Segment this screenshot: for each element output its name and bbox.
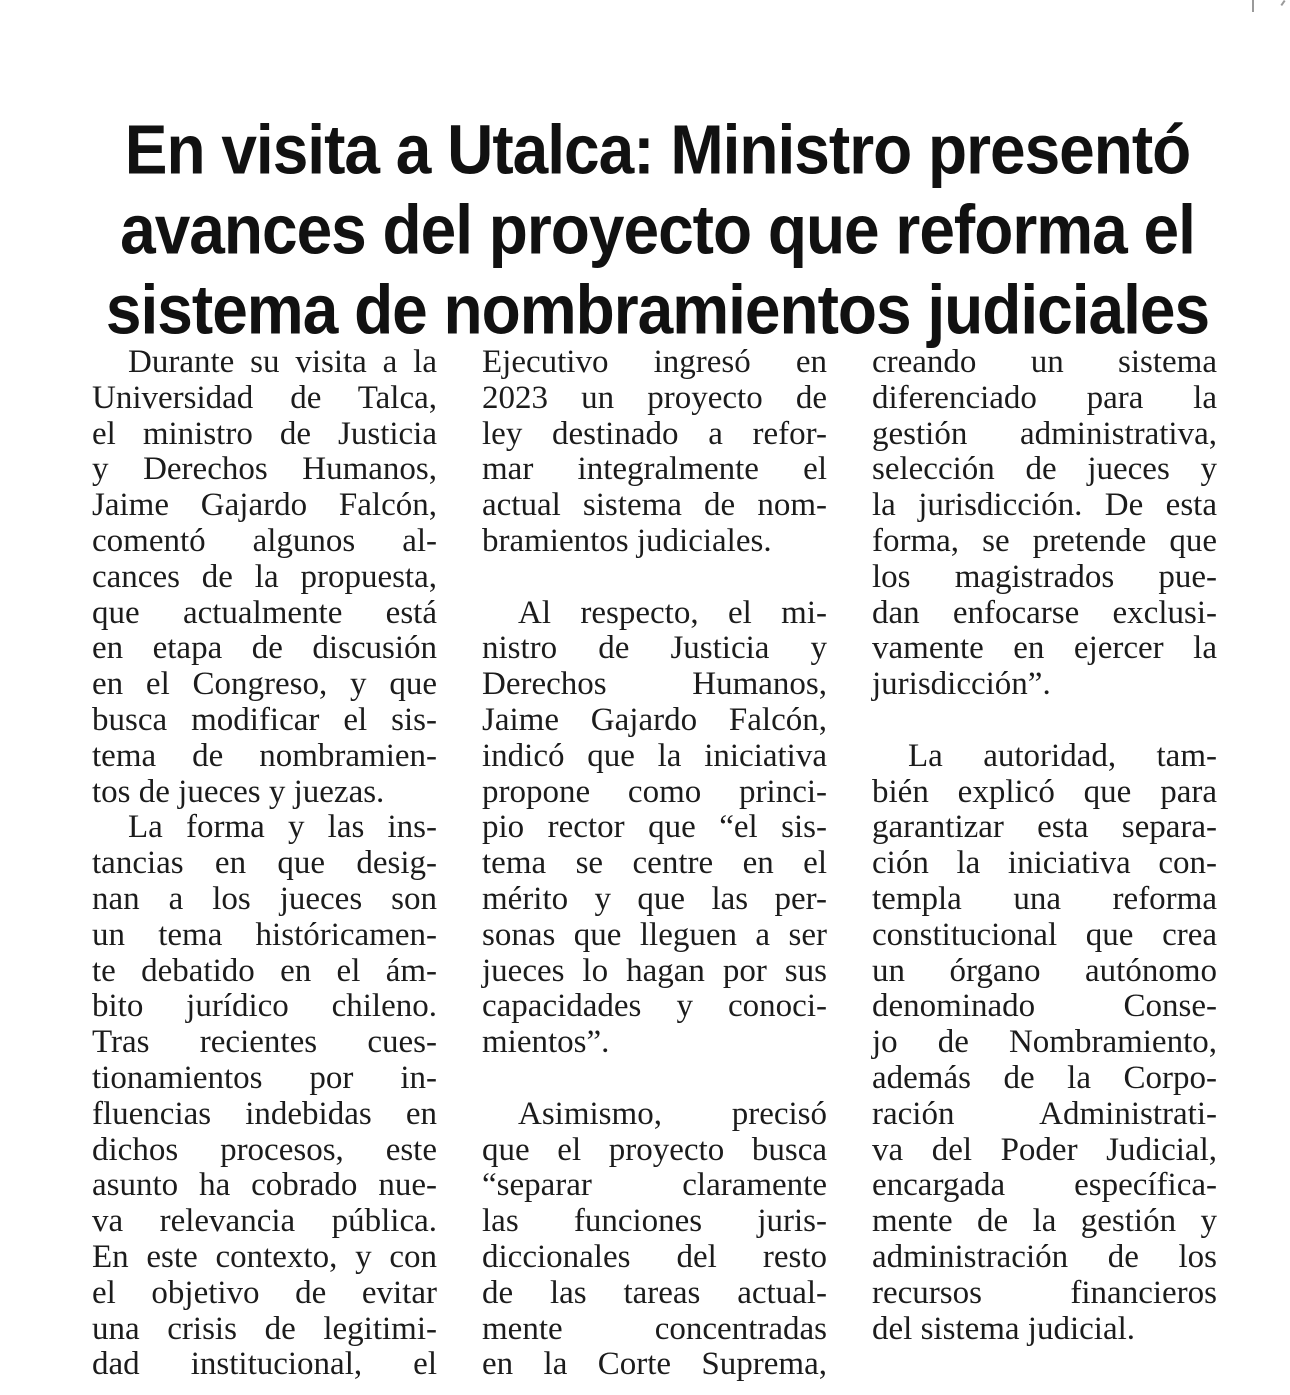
text-line: un tema históricamen- xyxy=(92,916,437,953)
text-line: una crisis de legitimi- xyxy=(92,1310,437,1347)
text-line: propone como princi- xyxy=(482,773,827,810)
text-line: Universidad de Talca, xyxy=(92,379,437,416)
crop-mark xyxy=(1280,0,1285,6)
text-line: actual sistema de nom- xyxy=(482,487,827,524)
text-line: garantizar esta separa- xyxy=(872,809,1217,846)
text-line: ción la iniciativa con- xyxy=(872,845,1217,882)
text-line: va relevancia pública. xyxy=(92,1203,437,1240)
paragraph-gap xyxy=(482,1061,827,1097)
text-line: mientos”. xyxy=(482,1024,610,1061)
text-line: en el Congreso, y que xyxy=(92,666,437,703)
text-line: vamente en ejercer la xyxy=(872,630,1217,667)
text-line: La forma y las ins- xyxy=(128,809,437,846)
text-line: tionamientos por in- xyxy=(92,1059,437,1096)
text-line: Jaime Gajardo Falcón, xyxy=(482,701,827,738)
text-line: mente concentradas xyxy=(482,1310,827,1347)
text-line: bramientos judiciales. xyxy=(482,522,772,559)
text-line: dad institucional, el xyxy=(92,1346,437,1383)
article-column-1 xyxy=(92,345,437,1383)
text-line: asunto ha cobrado nue- xyxy=(92,1167,437,1204)
text-line: la jurisdicción. De esta xyxy=(872,487,1217,524)
text-line: comentó algunos al- xyxy=(92,522,437,559)
text-line: los magistrados pue- xyxy=(872,558,1217,595)
text-line: un órgano autónomo xyxy=(872,952,1217,989)
text-line: Jaime Gajardo Falcón, xyxy=(92,487,437,524)
text-line: jo de Nombramiento, xyxy=(872,1024,1217,1061)
text-line: dichos procesos, este xyxy=(92,1131,437,1168)
text-line: de las tareas actual- xyxy=(482,1274,827,1311)
text-line: bito jurídico chileno. xyxy=(92,988,437,1025)
text-line: creando un sistema xyxy=(872,344,1217,380)
text-line: busca modificar el sis- xyxy=(92,701,437,738)
text-line: nan a los jueces son xyxy=(92,880,437,917)
paragraph-gap xyxy=(872,703,1217,739)
text-line: “separar claramente xyxy=(482,1167,827,1204)
text-line: que actualmente está xyxy=(92,594,437,631)
text-line: que el proyecto busca xyxy=(482,1131,827,1168)
text-line: te debatido en el ám- xyxy=(92,952,437,989)
text-line: sonas que lleguen a ser xyxy=(482,916,827,953)
article-column-2 xyxy=(482,345,827,1383)
text-line: Asimismo, precisó xyxy=(518,1095,827,1132)
text-line: administración de los xyxy=(872,1238,1217,1275)
headline-line: En visita a Utalca: Ministro presentó xyxy=(124,111,1191,189)
text-line: nistro de Justicia y xyxy=(482,630,827,667)
text-line: Durante su visita a la xyxy=(128,344,437,380)
text-line: selección de jueces y xyxy=(872,451,1217,488)
text-line: y Derechos Humanos, xyxy=(92,451,437,488)
text-line: las funciones juris- xyxy=(482,1203,827,1240)
text-line: constitucional que crea xyxy=(872,916,1217,953)
text-line: el objetivo de evitar xyxy=(92,1274,437,1311)
text-line: tema de nombramien- xyxy=(92,737,437,774)
text-line: En este contexto, y con xyxy=(92,1238,437,1275)
text-line: cances de la propuesta, xyxy=(92,558,437,595)
paragraph-gap xyxy=(482,560,827,596)
crop-mark xyxy=(1252,0,1254,12)
text-line: tema se centre en el xyxy=(482,845,827,882)
text-line: jurisdicción”. xyxy=(872,666,1051,703)
text-line: Al respecto, el mi- xyxy=(518,594,827,631)
text-line: diccionales del resto xyxy=(482,1238,827,1275)
text-line: además de la Corpo- xyxy=(872,1059,1217,1096)
text-line: templa una reforma xyxy=(872,880,1217,917)
headline-line: avances del proyecto que reforma el xyxy=(120,191,1195,269)
text-line: denominado Conse- xyxy=(872,988,1217,1025)
text-line: indicó que la iniciativa xyxy=(482,737,827,774)
text-line: mérito y que las per- xyxy=(482,880,827,917)
text-line: mente de la gestión y xyxy=(872,1203,1217,1240)
article-headline xyxy=(95,110,1220,350)
text-line: ración Administrati- xyxy=(872,1095,1217,1132)
text-line: jueces lo hagan por sus xyxy=(482,952,827,989)
text-line: tancias en que desig- xyxy=(92,845,437,882)
text-line: pio rector que “el sis- xyxy=(482,809,827,846)
text-line: dan enfocarse exclusi- xyxy=(872,594,1217,631)
text-line: el ministro de Justicia xyxy=(92,415,437,452)
text-line: Tras recientes cues- xyxy=(92,1024,437,1061)
text-line: capacidades y conoci- xyxy=(482,988,827,1025)
text-line: en la Corte Suprema, xyxy=(482,1346,827,1383)
headline-line: sistema de nombramientos judiciales xyxy=(105,270,1210,349)
text-line: 2023 un proyecto de xyxy=(482,379,827,416)
article-column-3 xyxy=(872,345,1217,1347)
text-line: bién explicó que para xyxy=(872,773,1217,810)
text-line: recursos financieros xyxy=(872,1274,1217,1311)
text-line: diferenciado para la xyxy=(872,379,1217,416)
text-line: Ejecutivo ingresó en xyxy=(482,344,827,380)
text-line: ley destinado a refor- xyxy=(482,415,827,452)
text-line: en etapa de discusión xyxy=(92,630,437,667)
text-line: forma, se pretende que xyxy=(872,522,1217,559)
text-line: fluencias indebidas en xyxy=(92,1095,437,1132)
text-line: mar integralmente el xyxy=(482,451,827,488)
text-line: va del Poder Judicial, xyxy=(872,1131,1217,1168)
text-line: tos de jueces y juezas. xyxy=(92,773,385,810)
text-line: Derechos Humanos, xyxy=(482,666,827,703)
text-line: La autoridad, tam- xyxy=(908,737,1217,774)
text-line: gestión administrativa, xyxy=(872,415,1217,452)
text-line: encargada específica- xyxy=(872,1167,1217,1204)
text-line: del sistema judicial. xyxy=(872,1310,1136,1347)
